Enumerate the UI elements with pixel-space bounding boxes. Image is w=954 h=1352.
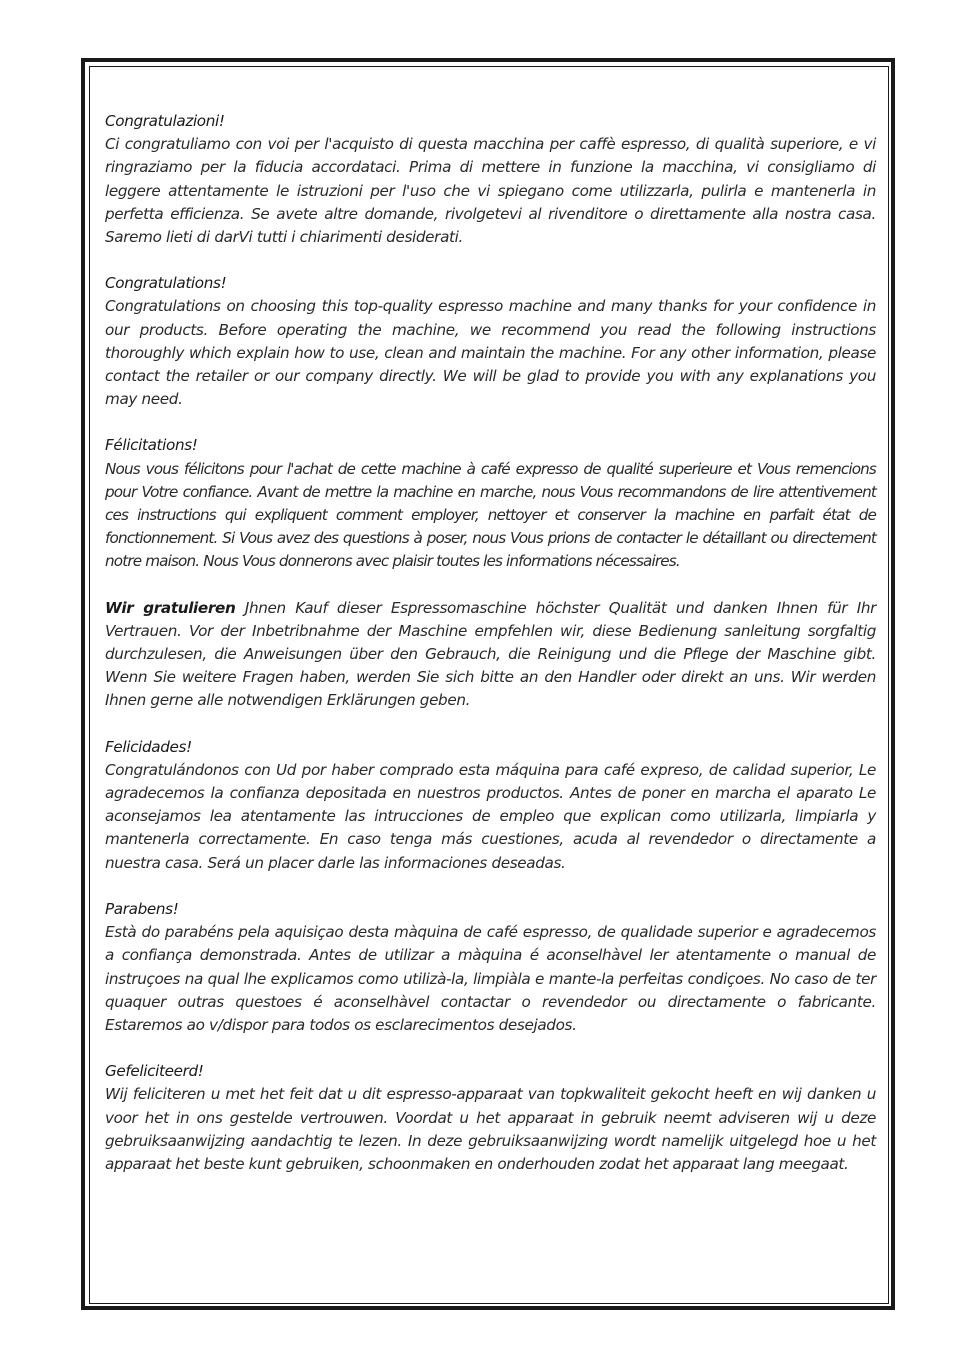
- manual-intro-text: [105, 110, 876, 1199]
- section-french: [105, 434, 876, 573]
- section-german: [105, 597, 876, 713]
- section-title-dutch: Gefeliciteerd!: [105, 1062, 204, 1081]
- section-title-spanish: Felicidades!: [105, 737, 192, 756]
- section-title-italian: Congratulazioni!: [105, 112, 225, 130]
- section-english: [105, 272, 876, 411]
- section-body-portuguese: Està do parabéns pela aquisiçao desta màquina de café espresso, de qualidade superior e agradecemos a confiança demonstrada. Antes de utilizar a màquina é aconselhàvel ler atentamente o manual de instruçoes na qual lhe explicamos como utilizà-la, limpiàla e mante-la perfeitas condiçoes. No caso de ter quaquer outras questoes é aconselhàvel contactar o revendedor ou directamente o fabricante. Estaremos ao v/dispor para todos os esclarecimentos desejados.: [105, 923, 876, 1034]
- section-body-italian: Ci congratuliamo con voi per l'acquisto di questa macchina per caffè espresso, di qualità superiore, e vi ringraziamo per la fiducia accordataci. Prima di mettere in funzione la macchina, vi consigliamo di leggere attentamente le istruzioni per l'uso che vi spiegano come utilizzarla, pulirla e mantenerla in perfetta efficienza. Se avete altre domande, rivolgetevi al rivenditore o direttamente alla nostra casa. Saremo lieti di darVi tutti i chiarimenti desiderati.: [105, 135, 876, 247]
- section-body-spanish: Congratulándonos con Ud por haber comprado esta máquina para café expreso, de calidad superior, Le agradecemos la confianza depositada en nuestros productos. Antes de poner en marcha el aparato Le aconsejamos lea atentamente las intrucciones de empleo que explican como utilizarla, limpiarla y mantenerla correctamente. En caso tenga más cuestiones, acuda al revendedor o directamente a nuestra casa. Será un placer darle las informaciones deseadas.: [105, 760, 876, 872]
- section-title-french: Félicitations!: [105, 436, 198, 455]
- section-body-french: Nous vous félicitons pour l'achat de cette machine à café expresso de qualité superieure et Vous remencions pour Votre confiance. Avant de mettre la machine en marche, nous Vous recommandons de lire attentivement ces instructions qui expliquent comment employer, nettoyer et conserver la machine en parfait état de fonctionnement. Si Vous avez des questions à poser, nous Vous prions de contacter le détaillant ou directement notre maison. Nous Vous donnerons avec plaisir toutes les informations nécessaires.: [105, 459, 876, 571]
- section-portuguese: [105, 898, 876, 1037]
- section-title-german: Wir gratulieren: [105, 598, 236, 617]
- section-body-english: Congratulations on choosing this top-quality espresso machine and many thanks for your confidence in our products. Before operating the machine, we recommend you read the following instructions thoroughly which explain how to use, clean and maintain the machine. For any other information, please contact the retailer or our company directly. We will be glad to provide you with any explanations you may need.: [105, 297, 876, 409]
- section-title-english: Congratulations!: [105, 274, 227, 293]
- section-spanish: [105, 736, 876, 875]
- section-body-dutch: Wij feliciteren u met het feit dat u dit espresso-apparaat van topkwaliteit gekocht heeft en wij danken u voor het in ons gestelde vertrouwen. Voordat u het apparaat in gebruik neemt adviseren wij u deze gebruiksaanwijzing aandachtig te lezen. In deze gebruiksaanwijzing wordt namelijk uitgelegd hoe u het apparaat het beste kunt gebruiken, schoonmaken en onderhouden zodat het apparaat lang meegaat.: [105, 1085, 876, 1173]
- section-body-german: Jhnen Kauf dieser Espressomaschine höchster Qualität und danken Ihnen für Ihr Vertrauen. Vor der Inbetribnahme der Maschine empfehlen wir, diese Bedienung sanleitung sorgfaltig durchzulesen, die Anweisungen über den Gebrauch, die Reinigung und die Pflege der Maschine gibt. Wenn Sie weitere Fragen haben, werden Sie sich bitte an den Handler oder direkt an uns. Wir werden Ihnen gerne alle notwendigen Erklärungen geben.: [105, 598, 877, 710]
- section-italian: [105, 110, 876, 249]
- section-title-portuguese: Parabens!: [105, 899, 179, 918]
- section-dutch: [105, 1060, 876, 1176]
- section-body-german-wrapper: [105, 597, 876, 713]
